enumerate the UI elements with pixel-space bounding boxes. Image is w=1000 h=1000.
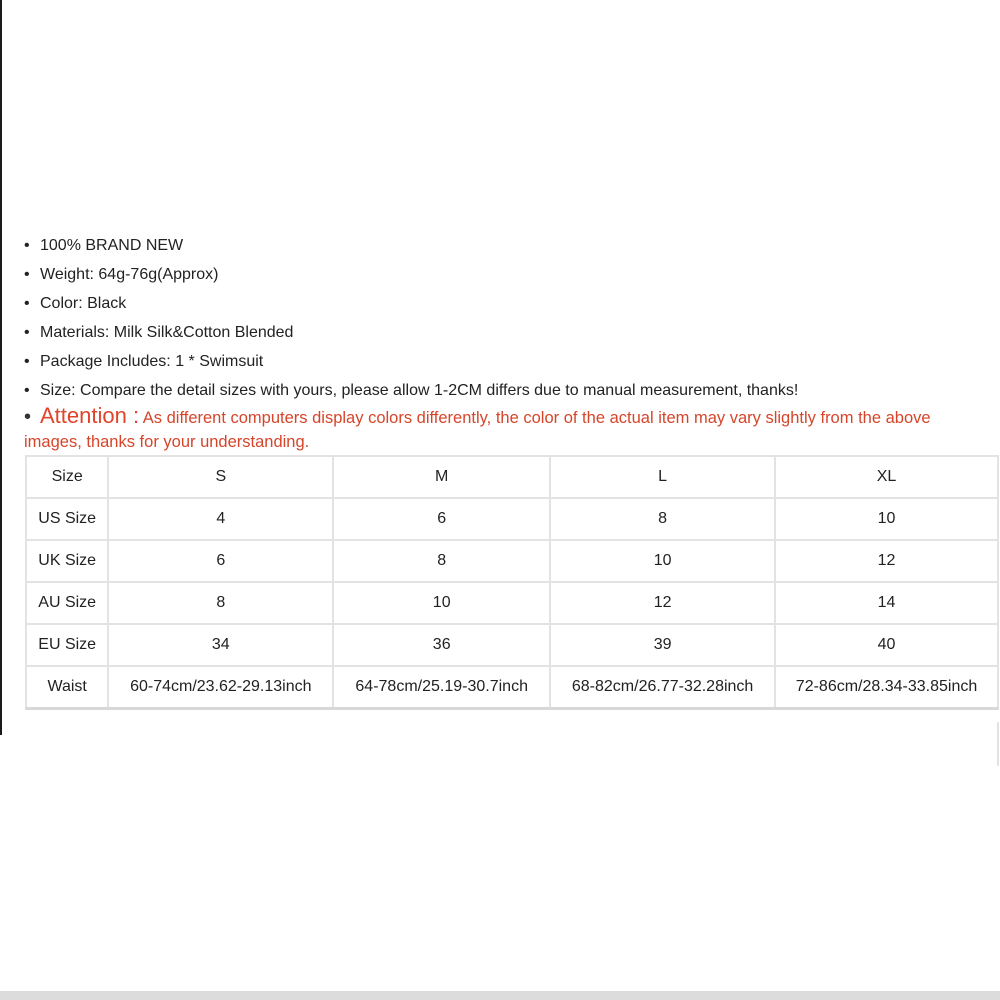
- table-cell: 10: [550, 540, 775, 582]
- table-row: [26, 624, 998, 666]
- header-cell: S: [108, 456, 333, 498]
- bullet-icon: •: [24, 237, 30, 254]
- spec-item-text: Materials: Milk Silk&Cotton Blended: [40, 324, 294, 341]
- table-row: [26, 540, 998, 582]
- spec-item-text: Size: Compare the detail sizes with yours, please allow 1-2CM differs due to manual measurement, thanks!: [40, 382, 799, 399]
- attention-notice: [24, 404, 989, 454]
- row-label-cell: EU Size: [26, 624, 108, 666]
- table-cell: 8: [108, 582, 333, 624]
- table-cell: 4: [108, 498, 333, 540]
- bullet-icon: •: [24, 266, 30, 283]
- row-label-cell: Waist: [26, 666, 108, 709]
- table-row: [26, 498, 998, 540]
- table-cell: 6: [108, 540, 333, 582]
- header-cell: L: [550, 456, 775, 498]
- header-cell: XL: [775, 456, 998, 498]
- table-cell: 60-74cm/23.62-29.13inch: [108, 666, 333, 709]
- bottom-strip: [0, 991, 1000, 1000]
- spec-item-text: Weight: 64g-76g(Approx): [40, 266, 219, 283]
- row-label-cell: AU Size: [26, 582, 108, 624]
- left-edge-line: [0, 0, 2, 735]
- attention-text: As different computers display colors differently, the color of the actual item may vary slightly from the above images, thanks for your understanding.: [24, 409, 931, 451]
- spec-item: [24, 231, 994, 260]
- bullet-icon: •: [24, 324, 30, 341]
- spec-list: [24, 231, 994, 405]
- table-cell: 12: [775, 540, 998, 582]
- spec-item: [24, 376, 994, 405]
- table-cell: 36: [333, 624, 550, 666]
- row-label-cell: US Size: [26, 498, 108, 540]
- spec-item-text: Package Includes: 1 * Swimsuit: [40, 353, 264, 370]
- row-label-cell: UK Size: [26, 540, 108, 582]
- bullet-icon: •: [24, 295, 30, 312]
- header-cell: M: [333, 456, 550, 498]
- table-row: [26, 582, 998, 624]
- spec-item-text: 100% BRAND NEW: [40, 237, 184, 254]
- attention-title: Attention :: [40, 403, 140, 428]
- spec-item: [24, 289, 994, 318]
- table-cell: 12: [550, 582, 775, 624]
- table-cell: 6: [333, 498, 550, 540]
- table-border-stub: [997, 722, 999, 766]
- header-cell: Size: [26, 456, 108, 498]
- table-cell: 8: [550, 498, 775, 540]
- bullet-icon: •: [24, 406, 32, 428]
- table-cell: 8: [333, 540, 550, 582]
- table-row: [26, 666, 998, 709]
- spec-item: [24, 260, 994, 289]
- table-cell: 34: [108, 624, 333, 666]
- spec-item: [24, 318, 994, 347]
- table-cell: 68-82cm/26.77-32.28inch: [550, 666, 775, 709]
- table-cell: 10: [775, 498, 998, 540]
- table-cell: 72-86cm/28.34-33.85inch: [775, 666, 998, 709]
- table-cell: 40: [775, 624, 998, 666]
- spec-item: [24, 347, 994, 376]
- table-header-row: [26, 456, 998, 498]
- bullet-icon: •: [24, 382, 30, 399]
- table-cell: 64-78cm/25.19-30.7inch: [333, 666, 550, 709]
- bullet-icon: •: [24, 353, 30, 370]
- spec-item-text: Color: Black: [40, 295, 127, 312]
- table-cell: 10: [333, 582, 550, 624]
- table-cell: 14: [775, 582, 998, 624]
- table-cell: 39: [550, 624, 775, 666]
- size-chart-table: [25, 455, 999, 710]
